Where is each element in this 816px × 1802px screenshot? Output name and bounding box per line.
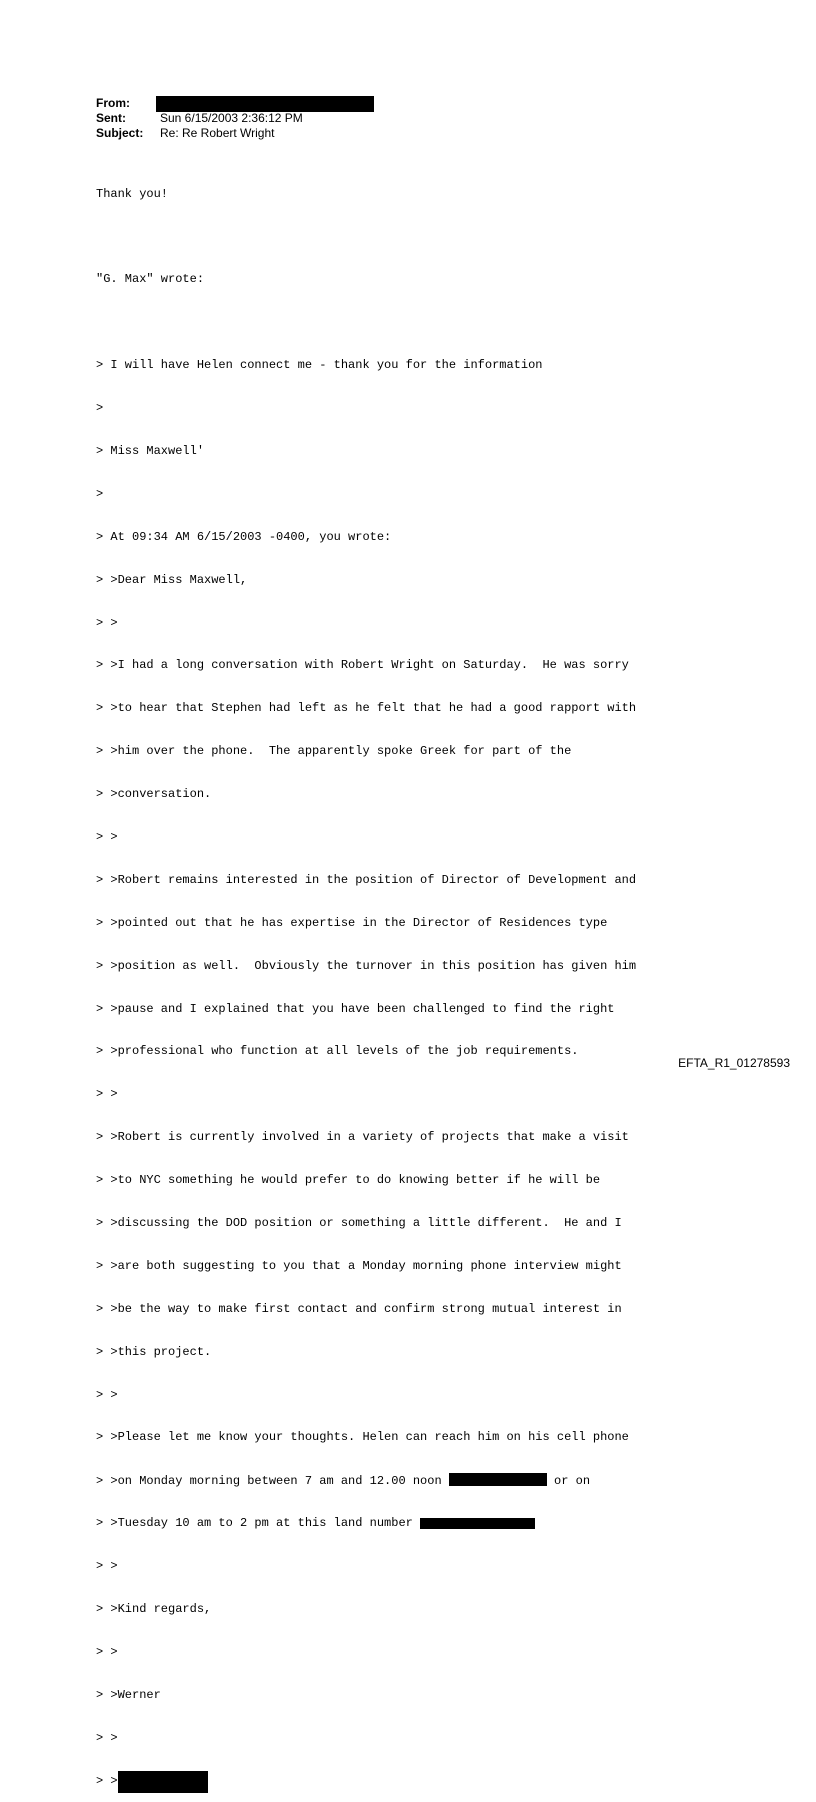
- quoted-line: > >position as well. Obviously the turnover in this position has given him: [96, 958, 637, 973]
- body-line: "G. Max" wrote:: [96, 272, 205, 287]
- quoted-line: > >Robert remains interested in the position of Director of Development and: [96, 872, 637, 887]
- quoted-line: > >him over the phone. The apparently spoke Greek for part of the: [96, 744, 572, 759]
- quoted-line: > >pause and I explained that you have been challenged to find the right: [96, 1001, 615, 1016]
- quoted-line: > >Werner: [96, 1687, 161, 1702]
- quoted-line: > >: [96, 1644, 118, 1659]
- quoted-line: > >Kind regards,: [96, 1601, 212, 1616]
- body-line: Thank you!: [96, 186, 169, 201]
- redacted-sender: [156, 96, 374, 112]
- quoted-line: [96, 1516, 636, 1530]
- from-row: [96, 96, 374, 111]
- redacted-cell-number: [449, 1473, 547, 1486]
- subject-value: Re: Re Robert Wright: [160, 126, 275, 140]
- quoted-line: > I will have Helen connect me - thank you for the information: [96, 358, 543, 373]
- redacted-signature: [118, 1771, 208, 1793]
- quoted-line: > >Dear Miss Maxwell,: [96, 572, 248, 587]
- quoted-line: > >be the way to make first contact and confirm strong mutual interest in: [96, 1301, 622, 1316]
- quoted-line: > >: [96, 615, 118, 630]
- email-header: [96, 96, 374, 141]
- quoted-line-start: > >Tuesday 10 am to 2 pm at this land number: [96, 1516, 421, 1531]
- quoted-line: > >are both suggesting to you that a Monday morning phone interview might: [96, 1258, 622, 1273]
- from-label: From:: [96, 96, 130, 110]
- quoted-line: > >professional who function at all levels of the job requirements.: [96, 1044, 579, 1059]
- subject-row: [96, 126, 374, 141]
- quoted-line: > >I had a long conversation with Robert Wright on Saturday. He was sorry: [96, 658, 629, 673]
- quoted-line: > >Please let me know your thoughts. Helen can reach him on his cell phone: [96, 1430, 629, 1445]
- quoted-line: > >: [96, 1730, 118, 1745]
- quoted-line: [96, 1473, 636, 1487]
- quoted-line: > >: [96, 829, 118, 844]
- quoted-line: >: [96, 486, 104, 501]
- redacted-land-number: [420, 1518, 535, 1529]
- quoted-line: > >to hear that Stephen had left as he felt that he had a good rapport with: [96, 701, 637, 716]
- sent-value: Sun 6/15/2003 2:36:12 PM: [160, 111, 303, 125]
- quoted-line: > >conversation.: [96, 787, 212, 802]
- quoted-line: > >: [96, 1387, 118, 1402]
- email-body: [96, 158, 636, 1802]
- quoted-line: > >: [96, 1087, 118, 1102]
- quoted-line: > >this project.: [96, 1344, 212, 1359]
- document-id: EFTA_R1_01278593: [678, 1056, 790, 1070]
- quoted-line-end: or on: [546, 1474, 591, 1489]
- quoted-line-start: > >on Monday morning between 7 am and 12.00 noon: [96, 1474, 449, 1489]
- quoted-line: > At 09:34 AM 6/15/2003 -0400, you wrote:: [96, 529, 392, 544]
- subject-label: Subject:: [96, 126, 144, 140]
- quoted-line: > >to NYC something he would prefer to do knowing better if he will be: [96, 1173, 601, 1188]
- quoted-line: > Miss Maxwell': [96, 443, 205, 458]
- sent-row: [96, 111, 374, 126]
- quoted-line: > >discussing the DOD position or something a little different. He and I: [96, 1215, 622, 1230]
- quoted-line: > >Robert is currently involved in a variety of projects that make a visit: [96, 1130, 629, 1145]
- quoted-line: [96, 1774, 636, 1788]
- sent-label: Sent:: [96, 111, 126, 125]
- quoted-line: > >: [96, 1559, 118, 1574]
- quoted-line: > >pointed out that he has expertise in the Director of Residences type: [96, 915, 608, 930]
- quoted-line-start: > >: [96, 1773, 118, 1788]
- quoted-line: >: [96, 401, 104, 416]
